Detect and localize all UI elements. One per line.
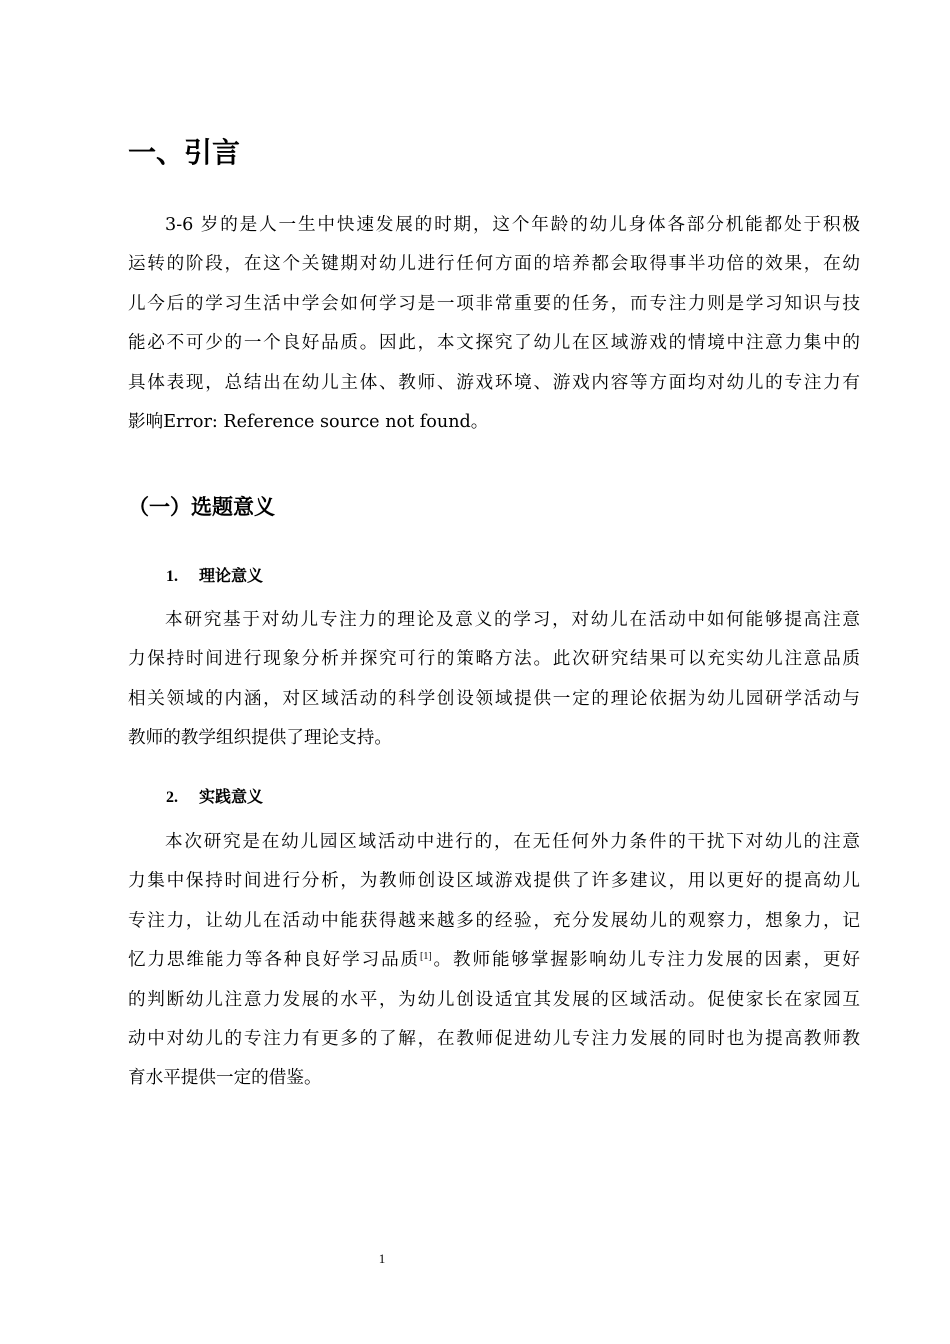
paragraph-line: 的判断幼儿注意力发展的水平，为幼儿创设适宜其发展的区域活动。促使家长在家园互 bbox=[128, 989, 860, 1010]
subsection-number: 1. bbox=[166, 568, 178, 585]
paragraph-text: 。教师能够掌握影响幼儿专注力发展的因素，更好 bbox=[431, 950, 860, 971]
paragraph-line: 具体表现，总结出在幼儿主体、教师、游戏环境、游戏内容等方面均对幼儿的专注力有 bbox=[128, 372, 860, 393]
citation-reference[interactable]: [1] bbox=[420, 951, 432, 963]
section-heading: （一）选题意义 bbox=[128, 495, 275, 519]
paragraph-line: 能必不可少的一个良好品质。因此，本文探究了幼儿在区域游戏的情境中注意力集中的 bbox=[128, 333, 860, 354]
paragraph-line: 相关领域的内涵，对区域活动的科学创设领域提供一定的理论依据为幼儿园研学活动与 bbox=[128, 688, 860, 709]
paragraph-line: 育水平提供一定的借鉴。 bbox=[128, 1068, 322, 1089]
paragraph-line: 本次研究是在幼儿园区域活动中进行的，在无任何外力条件的干扰下对幼儿的注意 bbox=[165, 832, 860, 852]
practice-paragraph bbox=[128, 823, 860, 1099]
paragraph-line: 力集中保持时间进行分析，为教师创设区域游戏提供了许多建议，用以更好的提高幼儿 bbox=[128, 871, 860, 892]
subsection-heading-theory bbox=[166, 562, 263, 591]
paragraph-line: 3-6 岁的是人一生中快速发展的时期，这个年龄的幼儿身体各部分机能都处于积极 bbox=[165, 215, 860, 235]
paragraph-line: 儿今后的学习生活中学会如何学习是一项非常重要的任务，而专注力则是学习知识与技 bbox=[128, 293, 860, 314]
paragraph-line: 动中对幼儿的专注力有更多的了解，在教师促进幼儿专注力发展的同时也为提高教师教 bbox=[128, 1028, 860, 1049]
chapter-heading: 一、引言 bbox=[128, 136, 241, 169]
paragraph-text: 忆力思维能力等各种良好学习品质 bbox=[128, 950, 421, 971]
paragraph-line: 本研究基于对幼儿专注力的理论及意义的学习，对幼儿在活动中如何能够提高注意 bbox=[165, 610, 860, 630]
subsection-title: 实践意义 bbox=[199, 787, 264, 806]
theory-paragraph bbox=[128, 601, 860, 759]
subsection-number: 2. bbox=[166, 789, 178, 806]
intro-paragraph bbox=[128, 206, 860, 442]
paragraph-line: 教师的教学组织提供了理论支持。 bbox=[128, 728, 392, 749]
paragraph-line: 运转的阶段，在这个关键期对幼儿进行任何方面的培养都会取得事半功倍的效果，在幼 bbox=[128, 254, 860, 275]
subsection-heading-practice bbox=[166, 783, 263, 812]
paragraph-line: 影响Error: Reference source not found。 bbox=[128, 411, 489, 432]
page-number: 1 bbox=[378, 1251, 386, 1266]
paragraph-line-with-citation bbox=[128, 941, 860, 980]
subsection-title: 理论意义 bbox=[199, 566, 264, 585]
paragraph-line: 力保持时间进行现象分析并探究可行的策略方法。此次研究结果可以充实幼儿注意品质 bbox=[128, 649, 860, 670]
paragraph-line: 专注力，让幼儿在活动中能获得越来越多的经验，充分发展幼儿的观察力，想象力，记 bbox=[128, 910, 860, 931]
